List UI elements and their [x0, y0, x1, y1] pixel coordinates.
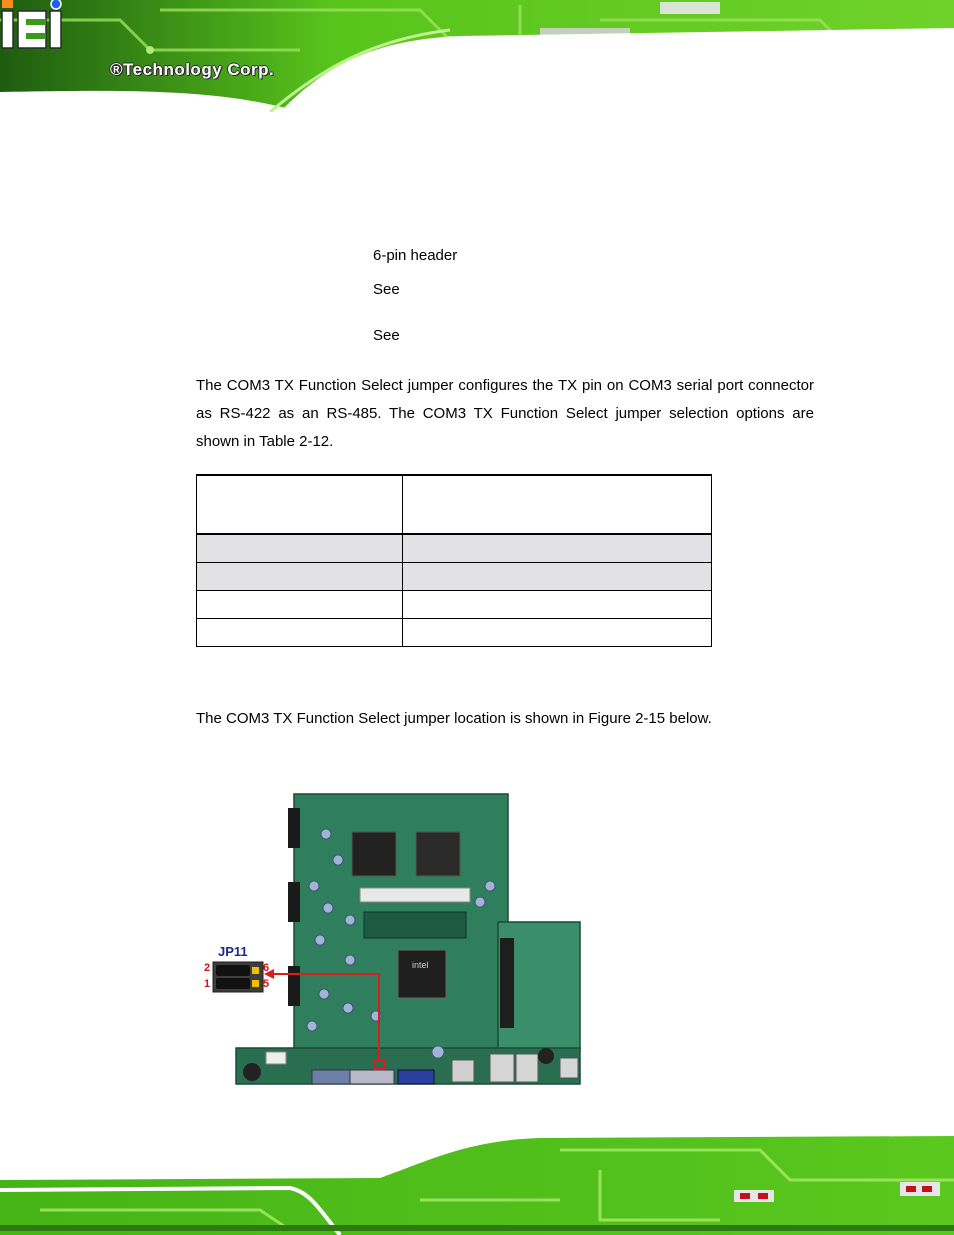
pin-label-5: 5 — [263, 978, 270, 990]
jumper-settings-table — [196, 474, 712, 647]
pin-label-2: 2 — [204, 962, 211, 974]
table-row — [197, 619, 712, 647]
location-paragraph: The COM3 TX Function Select jumper location is shown in Figure 2-15 below. — [196, 710, 712, 727]
table-cell — [403, 619, 712, 647]
table-row — [197, 563, 712, 591]
table-header-cell — [403, 475, 712, 534]
spec-jumper-location: See — [373, 327, 400, 344]
spec-jumper-type: 6-pin header — [373, 247, 458, 264]
table-cell — [197, 619, 403, 647]
svg-text:intel: intel — [412, 960, 429, 970]
table-cell — [403, 591, 712, 619]
table-cell — [403, 563, 712, 591]
pin-label-6: 6 — [263, 962, 270, 974]
table-cell — [197, 591, 403, 619]
page-footer — [0, 1130, 954, 1235]
iei-logo-icon — [0, 0, 70, 50]
circuit-banner-top — [0, 0, 954, 112]
pin-label-1: 1 — [204, 978, 211, 990]
circuit-banner-bottom — [0, 1130, 954, 1235]
table-header-row — [197, 475, 712, 534]
table-cell — [197, 563, 403, 591]
table-cell — [403, 534, 712, 563]
table-cell — [197, 534, 403, 563]
table-header-cell — [197, 475, 403, 534]
motherboard-image — [200, 790, 590, 1090]
table-row — [197, 534, 712, 563]
company-name: ®Technology Corp. — [110, 60, 275, 79]
jumper-location-figure — [200, 790, 590, 1090]
jumper-label: JP11 — [218, 944, 248, 959]
intro-paragraph: The COM3 TX Function Select jumper configures the TX pin on COM3 serial port connector as RS-422 as an RS-485. The COM3 TX Function Select jumper selection options are shown in Table 2-12. — [196, 377, 814, 450]
table-row — [197, 591, 712, 619]
spec-jumper-settings: See — [373, 281, 400, 298]
page-header — [0, 0, 954, 112]
